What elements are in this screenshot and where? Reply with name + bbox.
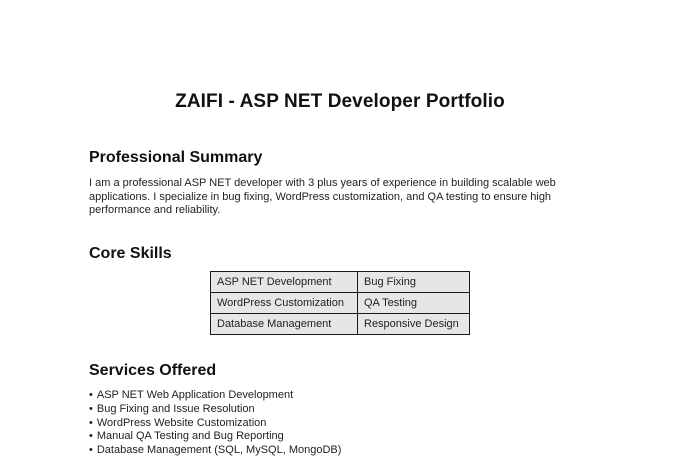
skill-cell: Bug Fixing: [358, 272, 470, 293]
services-heading: Services Offered: [89, 362, 217, 379]
skill-cell: ASP NET Development: [211, 272, 358, 293]
list-item: • WordPress Website Customization: [89, 417, 341, 431]
skills-heading: Core Skills: [89, 245, 172, 262]
list-item: • ASP NET Web Application Development: [89, 389, 341, 403]
skills-table: [210, 271, 470, 335]
skill-cell: QA Testing: [358, 293, 470, 314]
table-row: [211, 293, 470, 314]
skill-cell: WordPress Customization: [211, 293, 358, 314]
list-item: • Bug Fixing and Issue Resolution: [89, 403, 341, 417]
list-item: • Database Management (SQL, MySQL, MongoDB): [89, 444, 341, 458]
summary-paragraph: I am a professional ASP NET developer with 3 plus years of experience in building scalable web applications. I specialize in bug fixing, WordPress customization, and QA testing to ensure high performance and reliability.: [89, 177, 556, 217]
services-list: [89, 389, 341, 458]
summary-heading: Professional Summary: [89, 149, 263, 166]
skill-cell: Responsive Design: [358, 314, 470, 335]
table-row: [211, 314, 470, 335]
table-row: [211, 272, 470, 293]
document-title: ZAIFI - ASP NET Developer Portfolio: [175, 91, 505, 112]
skill-cell: Database Management: [211, 314, 358, 335]
list-item: • Manual QA Testing and Bug Reporting: [89, 430, 341, 444]
